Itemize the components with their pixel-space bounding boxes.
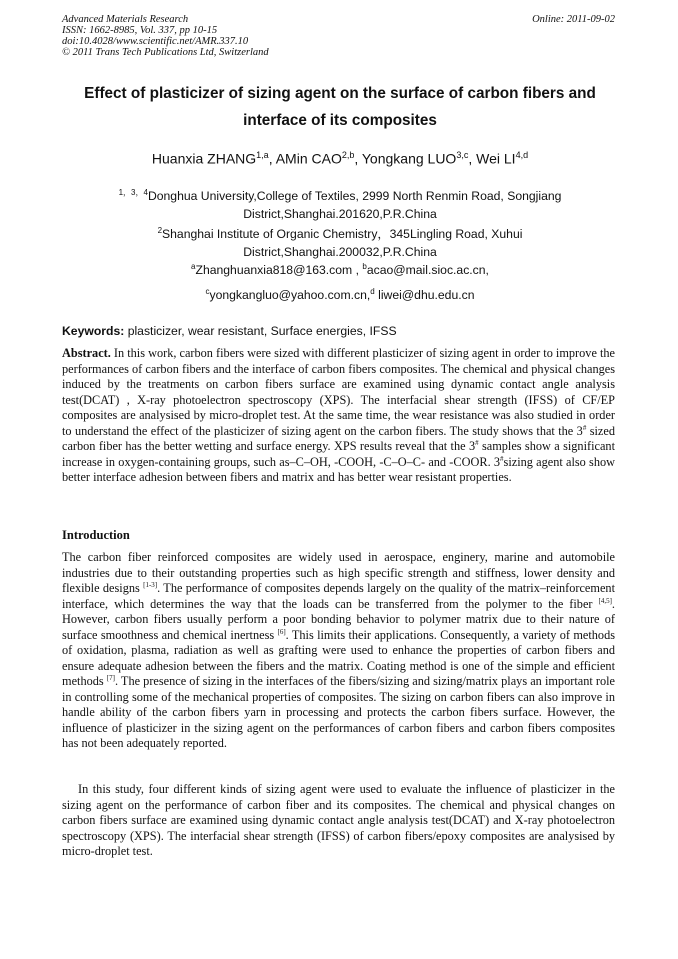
body-text: . However, carbon fibers usually perform a poor bonding behavior to polymer matrix due to their nature of surface smoothness and chemical inertness: [62, 596, 615, 642]
email-b: acao@mail.sioc.ac.cn,: [366, 263, 489, 278]
body-text: . The performance of composites depends largely on the quality of the matrix–reinforcement interface, which determines the way that the loads can be transferred from the polymer to the fiber: [62, 581, 615, 611]
author-sup: 1,a: [256, 150, 269, 160]
affiliation-line: District,Shanghai.200032,P.R.China: [243, 245, 437, 260]
affiliation-line: District,Shanghai.201620,P.R.China: [243, 207, 437, 222]
citation: [4,5]: [598, 596, 612, 605]
keywords-label: Keywords:: [62, 324, 125, 338]
author-sup: 3,c: [456, 150, 469, 160]
email-line-2: [40, 287, 640, 302]
issn-line: ISSN: 1662-8985, Vol. 337, pp 10-15: [62, 25, 218, 36]
email-sup: d: [370, 287, 375, 296]
abstract-sup: #: [475, 438, 479, 447]
abstract-label: Abstract.: [62, 346, 111, 360]
email-line-1: [40, 262, 640, 277]
abstract-sup: #: [582, 423, 587, 432]
author-name: Wei LI: [476, 150, 516, 167]
body-text: . The presence of sizing in the interfaces of the fibers/sizing and sizing/matrix plays an important role in controlling some of the mechanical properties of composites. The sizing on carbon fibers can also improve in handle ability of the carbon fibers yarn in processing and protects the carbon fibers surface. However, the influence of plasticizer in the sizing agent on the performances of carbon fibers and carbon fibers composites has not been adequately reported.: [62, 674, 615, 750]
citation: [1-3]: [143, 580, 158, 589]
abstract: [62, 346, 615, 486]
paper-title: [40, 80, 640, 134]
author-name: Yongkang LUO: [361, 150, 457, 167]
author-separator: ,: [468, 150, 477, 167]
title-line-2: interface of its composites: [243, 112, 437, 129]
author-name: AMin CAO: [275, 150, 342, 167]
page-header: [62, 14, 615, 58]
affiliation-sup: 1，3，4: [118, 188, 148, 197]
citation: [6]: [277, 627, 286, 636]
affiliation-1: [100, 184, 580, 223]
author-name: Huanxia ZHANG: [151, 150, 257, 167]
title-line-1: Effect of plasticizer of sizing agent on the surface of carbon fibers and: [84, 85, 596, 102]
doi-line: doi:10.4028/www.scientific.net/AMR.337.10: [62, 36, 249, 47]
citation: [7]: [106, 673, 115, 682]
affiliation-line: Donghua University,College of Textiles, 2999 North Renmin Road, Songjiang: [147, 189, 562, 204]
email-d: liwei@dhu.edu.cn: [374, 288, 475, 303]
author-separator: ,: [268, 150, 276, 167]
author-sup: 4,d: [515, 150, 529, 160]
email-sup: b: [362, 262, 367, 271]
affiliation-2: [100, 222, 580, 261]
section-heading-introduction: Introduction: [62, 528, 130, 542]
online-date: Online: 2011-09-02: [532, 14, 615, 25]
journal-name: Advanced Materials Research: [62, 14, 189, 25]
affiliation-line: Shanghai Institute of Organic Chemistry，345Lingling Road, Xuhui: [162, 227, 523, 242]
body-text: The carbon fiber reinforced composites are widely used in aerospace, enginery, marine and automobile industries due to their outstanding properties such as high specific strength and stiffness, lower density and flexible designs: [62, 550, 615, 595]
abstract-text: sizing agent also show better interface adhesion between fibers and matrix and has better wear resistant properties.: [62, 454, 615, 484]
abstract-sup: #: [500, 454, 504, 463]
email-sup: a: [191, 262, 196, 271]
keywords: [62, 324, 622, 338]
email-sup: c: [205, 287, 210, 296]
introduction-paragraph-2: In this study, four different kinds of sizing agent were used to evaluate the influence of plasticizer in the sizing agent on the performance of carbon fiber and its composites. The chemical and physical changes on carbon fibers surface are examined using dynamic contact angle analysis test(DCAT) and X-ray photoelectron spectroscopy (XPS). The interfacial shear strength (IFSS) of carbon fibers/epoxy composites are analysised by micro-droplet test.: [62, 782, 615, 858]
introduction-paragraph-1: [62, 550, 615, 752]
author-sup: 2,b: [341, 150, 355, 160]
body-text: . This limits their applications. Consequently, a variety of methods of oxidation, plasma, radiation as well as grafting were used to enhance the properties of carbon fibers and ensure adequate adhesion between the fibers and the matrix. Coating method is one of the simple and efficient methods: [62, 627, 616, 688]
copyright-line: © 2011 Trans Tech Publications Ltd, Switzerland: [62, 47, 269, 58]
email-c: yongkangluo@yahoo.com.cn,: [209, 288, 371, 303]
keywords-text: plasticizer, wear resistant, Surface energies, IFSS: [124, 324, 397, 338]
abstract-text: In this work, carbon fibers were sized with different plasticizer of sizing agent in order to improve the performances of carbon fibers and the interface of carbon fibers composites. The chemical and physical changes induced by the treatments on carbon fibers surface are examined using dynamic contact angle analysis test(DCAT) , X-ray photoelectron spectroscopy (XPS). The interfacial shear strength (IFSS) of CF/EP composites are analysised by micro-droplet test. At the same time, the wear resistance was also studied in order to understand the effect of the plasticizer of sizing agent on the carbon fibers. The study shows that the 3: [62, 346, 615, 438]
email-a: Zhanghuanxia818@163.com ,: [195, 263, 359, 278]
abstract-text: samples show a significant increase in oxygen-containing groups, such as–C–OH, -COOH, -C–O–C- and -COOR. 3: [62, 439, 615, 469]
author-separator: ,: [354, 150, 362, 167]
author-list: [40, 150, 640, 167]
abstract-text: sized carbon fiber has the better wetting and surface energy. XPS results reveal that the 3: [62, 423, 616, 453]
affiliation-sup: 2: [157, 226, 163, 235]
